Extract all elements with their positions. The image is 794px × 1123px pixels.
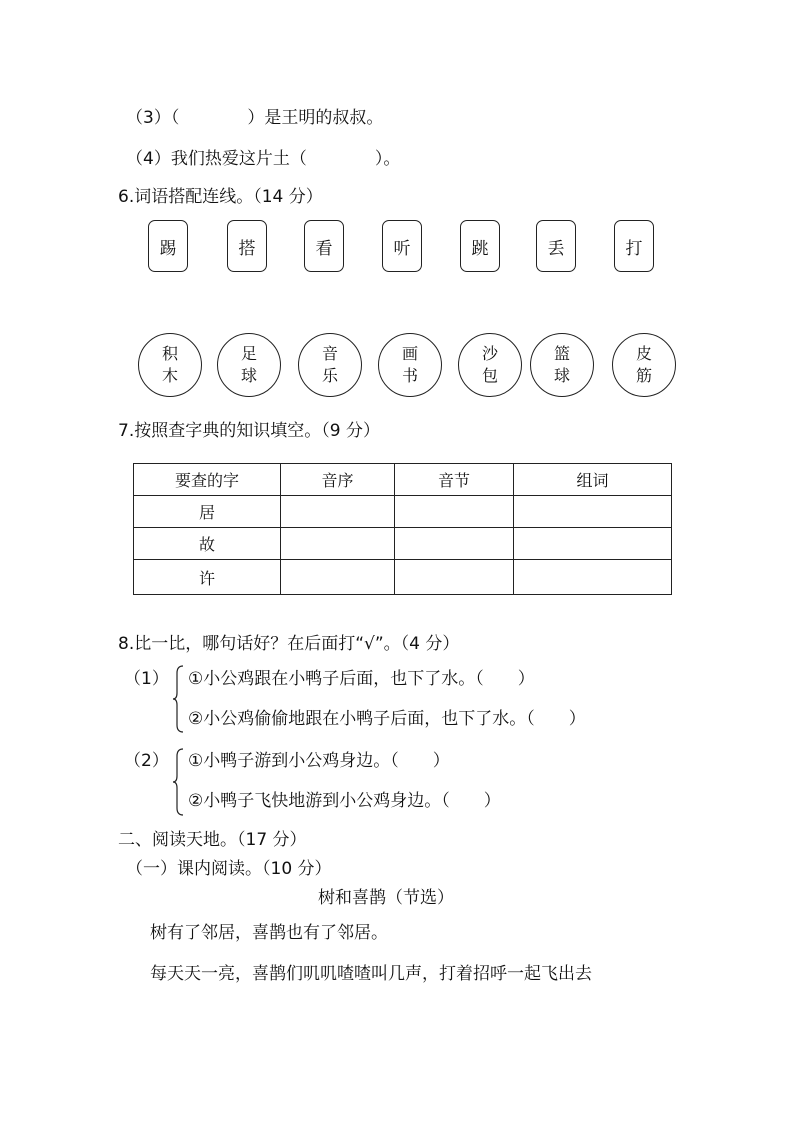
- verb-box-7[interactable]: [614, 220, 654, 272]
- answer-cell[interactable]: [281, 496, 395, 528]
- answer-cell[interactable]: [395, 496, 514, 528]
- question-8-title: 8.比一比，哪句话好？在后面打“√”。（4 分）: [118, 634, 460, 654]
- noun-char-top: 画: [401, 344, 418, 363]
- compare-1-option-a: ①小公鸡跟在小鸭子后面，也下了水。（ ）: [188, 669, 535, 689]
- noun-char-bottom: 球: [553, 366, 570, 385]
- answer-cell[interactable]: [395, 528, 514, 560]
- verb-text: 跳: [471, 238, 489, 259]
- table-header-row: [134, 464, 672, 496]
- noun-char-bottom: 筋: [635, 366, 652, 385]
- verb-text: 丢: [547, 238, 565, 259]
- verb-box-1[interactable]: [148, 220, 188, 272]
- char-cell: 许: [134, 560, 281, 595]
- noun-char-bottom: 乐: [321, 366, 338, 385]
- verb-box-4[interactable]: [382, 220, 422, 272]
- char-cell: 故: [134, 528, 281, 560]
- passage-title: 树和喜鹊（节选）: [318, 888, 454, 908]
- noun-circle-5[interactable]: [458, 333, 522, 397]
- compare-2-option-b: ②小鸭子飞快地游到小公鸡身边。（ ）: [188, 791, 501, 811]
- answer-cell[interactable]: [281, 560, 395, 595]
- noun-circle-6[interactable]: [530, 333, 594, 397]
- header-cell: 音节: [395, 464, 514, 496]
- header-cell: 组词: [514, 464, 672, 496]
- noun-char-top: 皮: [635, 344, 652, 363]
- answer-cell[interactable]: [281, 528, 395, 560]
- compare-1-option-b: ②小公鸡偷偷地跟在小鸭子后面，也下了水。（ ）: [188, 709, 586, 729]
- verb-box-6[interactable]: [536, 220, 576, 272]
- question-7-title: 7.按照查字典的知识填空。（9 分）: [118, 421, 380, 441]
- noun-char-top: 音: [321, 344, 338, 363]
- header-cell: 要查的字: [134, 464, 281, 496]
- noun-char-top: 足: [240, 344, 257, 363]
- verb-text: 听: [393, 238, 411, 259]
- answer-cell[interactable]: [514, 560, 672, 595]
- part-2-title: 二、阅读天地。（17 分）: [118, 830, 307, 850]
- noun-circle-1[interactable]: [138, 333, 202, 397]
- verb-text: 看: [315, 238, 333, 259]
- table-row: [134, 560, 672, 595]
- question-3: （3）（ ）是王明的叔叔。: [126, 108, 384, 128]
- noun-circle-7[interactable]: [612, 333, 676, 397]
- left-brace-icon: [172, 665, 184, 733]
- question-6-title: 6.词语搭配连线。（14 分）: [118, 187, 323, 207]
- noun-char-top: 沙: [481, 344, 498, 363]
- verb-text: 踢: [159, 238, 177, 259]
- noun-circle-2[interactable]: [217, 333, 281, 397]
- part-2-subtitle: （一）课内阅读。（10 分）: [126, 859, 332, 879]
- noun-char-top: 积: [161, 344, 178, 363]
- noun-circle-4[interactable]: [378, 333, 442, 397]
- compare-group-1-label: （1）: [124, 669, 169, 689]
- noun-circle-3[interactable]: [298, 333, 362, 397]
- char-cell: 居: [134, 496, 281, 528]
- table-row: [134, 528, 672, 560]
- verb-text: 打: [625, 238, 643, 259]
- left-brace-icon: [172, 748, 184, 816]
- dictionary-table: [133, 463, 672, 595]
- verb-text: 搭: [238, 238, 256, 259]
- table-row: [134, 496, 672, 528]
- answer-cell[interactable]: [514, 496, 672, 528]
- noun-char-bottom: 球: [240, 366, 257, 385]
- question-4: （4）我们热爱这片土（ ）。: [126, 149, 401, 169]
- verb-box-5[interactable]: [460, 220, 500, 272]
- noun-char-bottom: 书: [401, 366, 418, 385]
- compare-2-option-a: ①小鸭子游到小公鸡身边。（ ）: [188, 751, 450, 771]
- verb-box-2[interactable]: [227, 220, 267, 272]
- header-cell: 音序: [281, 464, 395, 496]
- noun-char-bottom: 木: [161, 366, 178, 385]
- passage-paragraph-2: 每天天一亮，喜鹊们叽叽喳喳叫几声，打着招呼一起飞出去: [150, 964, 592, 984]
- passage-paragraph-1: 树有了邻居，喜鹊也有了邻居。: [150, 923, 388, 943]
- noun-char-top: 篮: [553, 344, 570, 363]
- answer-cell[interactable]: [395, 560, 514, 595]
- verb-box-3[interactable]: [304, 220, 344, 272]
- noun-char-bottom: 包: [481, 366, 498, 385]
- answer-cell[interactable]: [514, 528, 672, 560]
- compare-group-2-label: （2）: [124, 751, 169, 771]
